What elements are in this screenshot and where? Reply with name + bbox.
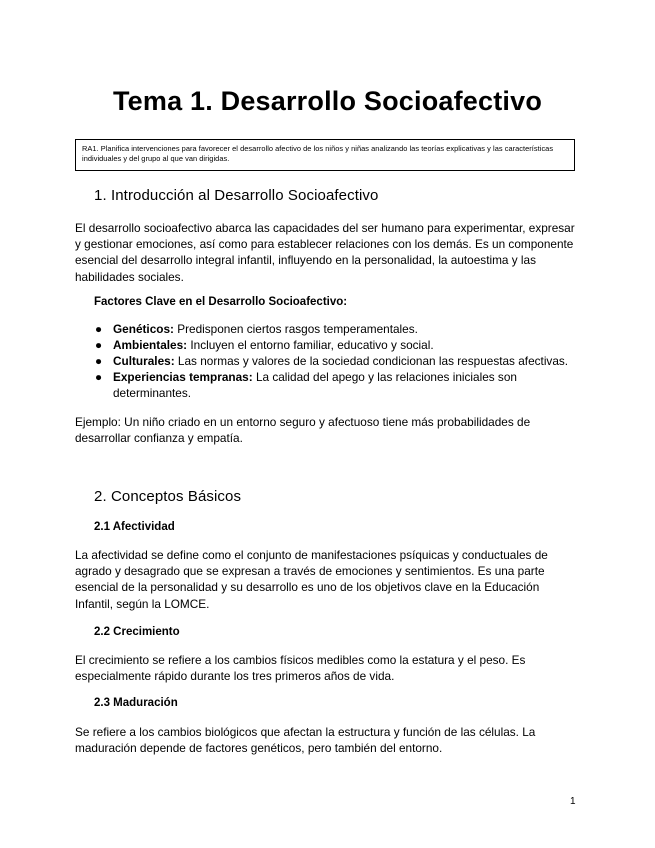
factor-text: La calidad del apego y las relaciones iniciales son determinantes. [113, 370, 517, 400]
factor-text: Incluyen el entorno familiar, educativo y social. [187, 338, 434, 352]
page-number: 1 [570, 796, 576, 807]
factor-text: Las normas y valores de la sociedad condicionan las respuestas afectivas. [174, 354, 569, 368]
maduracion-paragraph: Se refiere a los cambios biológicos que afectan la estructura y función de las células. La maduración depende de factores genéticos, pero también del entorno. [75, 725, 536, 756]
list-item [75, 369, 580, 401]
list-item [75, 321, 580, 337]
maduracion-heading: 2.3 Maduración [94, 697, 178, 709]
crecimiento-paragraph: El crecimiento se refiere a los cambios físicos medibles como la estatura y el peso. Es especialmente rápido durante los tres primeros años de vida. [75, 653, 526, 684]
page-title: Tema 1. Desarrollo Socioafectivo [112, 86, 543, 116]
section-1-intro: El desarrollo socioafectivo abarca las capacidades del ser humano para experimentar, expresar y gestionar emociones, así como para establecer relaciones con los demás. Es un componente esencial del desarrollo integral infantil, influyendo en la personalidad, la autoestima y las habilidades sociales. [75, 221, 575, 284]
list-item [75, 337, 580, 353]
afectividad-heading: 2.1 Afectividad [94, 521, 175, 533]
bullet-icon: ● [95, 354, 103, 368]
factor-term: Experiencias tempranas: [113, 370, 253, 384]
factors-list [75, 321, 580, 401]
section-1-heading: 1. Introducción al Desarrollo Socioafectivo [94, 187, 379, 204]
example-paragraph: Ejemplo: Un niño criado en un entorno seguro y afectuoso tiene más probabilidades de desarrollar confianza y empatía. [75, 415, 531, 446]
section-2-heading: 2. Conceptos Básicos [94, 488, 242, 505]
bullet-icon: ● [95, 370, 103, 384]
bullet-icon: ● [95, 338, 103, 352]
list-item [75, 353, 580, 369]
factors-heading: Factores Clave en el Desarrollo Socioafectivo: [94, 296, 348, 308]
factor-term: Ambientales: [113, 338, 188, 352]
bullet-icon: ● [95, 322, 103, 336]
learning-outcome-box: RA1. Planifica intervenciones para favorecer el desarrollo afectivo de los niños y niñas analizando las teorías explicativas y las características individuales y del grupo al que van dirigidas. [75, 139, 575, 171]
factor-text: Predisponen ciertos rasgos temperamentales. [173, 322, 418, 336]
factor-term: Genéticos: [113, 322, 174, 336]
crecimiento-heading: 2.2 Crecimiento [94, 626, 180, 638]
factor-term: Culturales: [113, 354, 175, 368]
afectividad-paragraph: La afectividad se define como el conjunto de manifestaciones psíquicas y conductuales de agrado y desagrado que se expresan a través de emociones y sentimientos. Es una parte esencial de la personalidad y su desarrollo es uno de los objetivos clave en la Educación Infantil, según la LOMCE. [75, 548, 548, 611]
